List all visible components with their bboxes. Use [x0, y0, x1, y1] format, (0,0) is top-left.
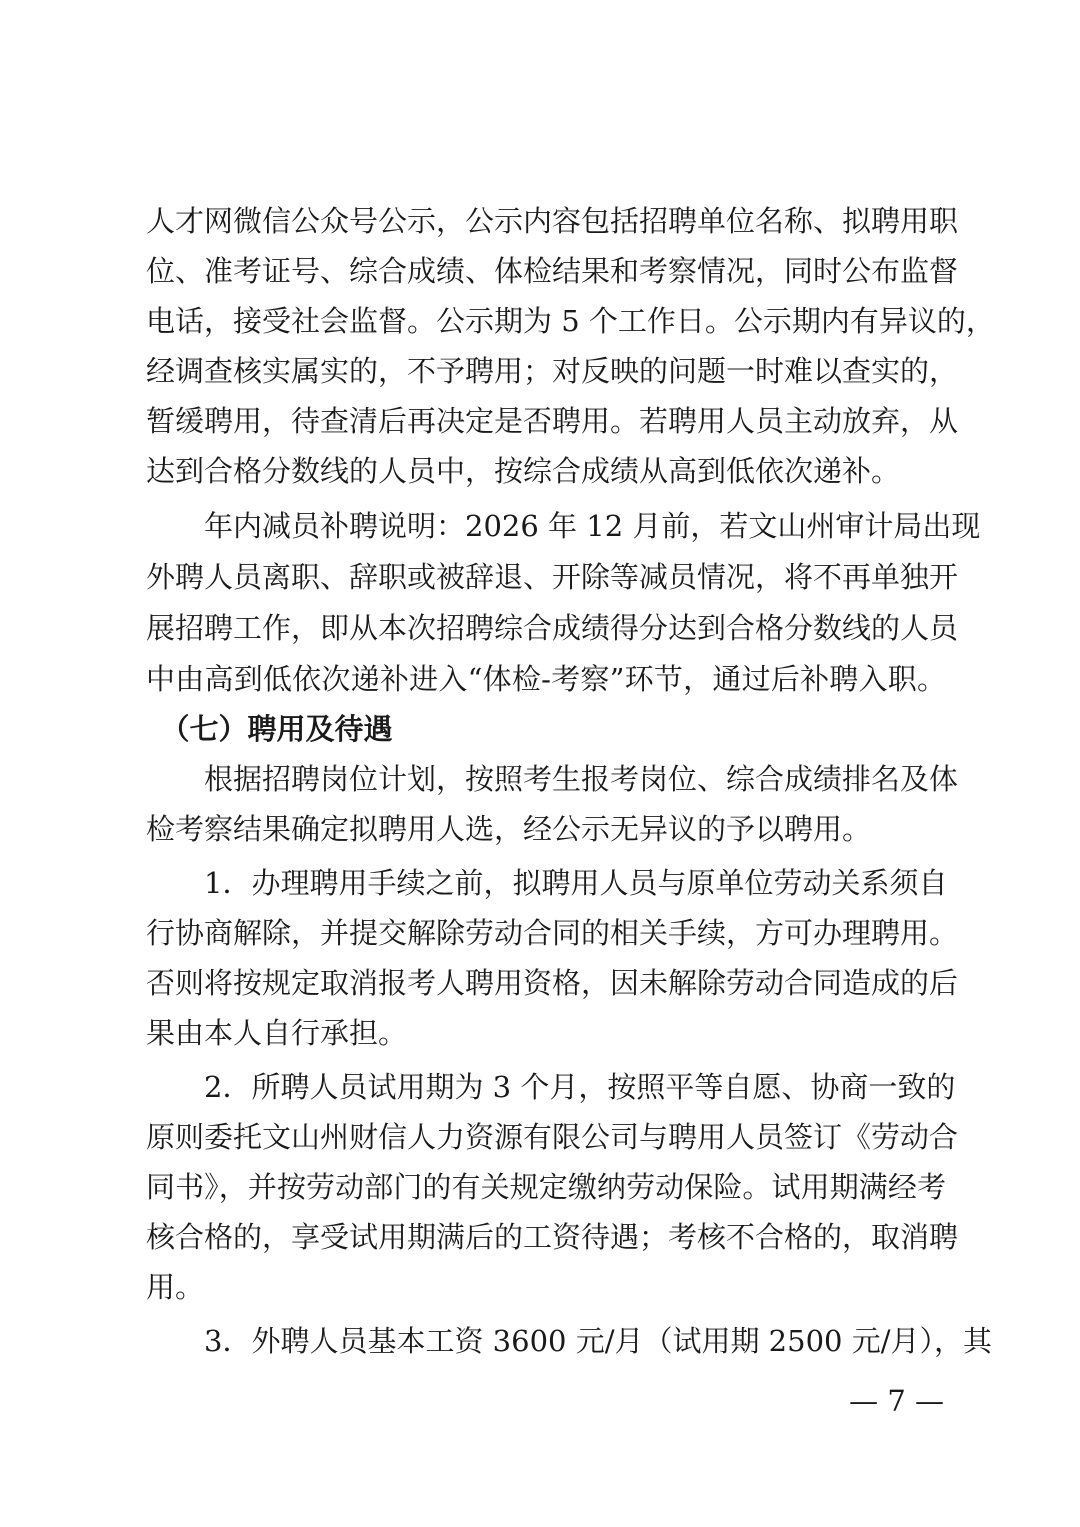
body-text-line: 展招聘工作，即从本次招聘综合成绩得分达到合格分数线的人员: [146, 611, 959, 645]
body-text-line: 外聘人员离职、辞职或被辞退、开除等减员情况，将不再单独开: [146, 560, 959, 594]
body-text-line: 暂缓聘用，待查清后再决定是否聘用。若聘用人员主动放弃，从: [146, 404, 959, 438]
body-text-line: 经调查核实属实的，不予聘用；对反映的问题一时难以查实的，: [146, 354, 959, 388]
body-text-line: 2．所聘人员试用期为 3 个月，按照平等自愿、协商一致的: [146, 1070, 956, 1104]
body-text-line: 人才网微信公众号公示，公示内容包括招聘单位名称、拟聘用职: [146, 204, 959, 238]
body-text-line: 原则委托文山州财信人力资源有限公司与聘用人员签订《劳动合: [146, 1120, 959, 1154]
page-number: — 7 —: [849, 1384, 944, 1418]
body-text-line: 1．办理聘用手续之前，拟聘用人员与原单位劳动关系须自: [146, 866, 948, 900]
body-text-line: 行协商解除，并提交解除劳动合同的相关手续，方可办理聘用。: [146, 916, 959, 950]
body-text-line: 核合格的，享受试用期满后的工资待遇；考核不合格的，取消聘: [146, 1220, 959, 1254]
body-text-line: 检考察结果确定拟聘用人选，经公示无异议的予以聘用。: [146, 812, 872, 846]
section-heading: （七）聘用及待遇: [146, 712, 393, 746]
body-text-line: 否则将按规定取消报考人聘用资格，因未解除劳动合同造成的后: [146, 966, 959, 1000]
body-text-line: 中由高到低依次递补进入“体检-考察”环节，通过后补聘入职。: [146, 662, 946, 696]
body-text-line: 位、准考证号、综合成绩、体检结果和考察情况，同时公布监督: [146, 254, 959, 288]
body-text-line: 3．外聘人员基本工资 3600 元/月（试用期 2500 元/月），其: [146, 1324, 992, 1358]
body-text-line: 同书》，并按劳动部门的有关规定缴纳劳动保险。试用期满经考: [146, 1170, 946, 1204]
body-text-line: 电话，接受社会监督。公示期为 5 个工作日。公示期内有异议的，: [146, 304, 995, 338]
body-text-line: 用。: [146, 1270, 205, 1304]
body-text-line: 年内减员补聘说明：2026 年 12 月前，若文山州审计局出现: [146, 509, 981, 543]
body-text-line: 果由本人自行承担。: [146, 1016, 408, 1050]
body-text-line: 根据招聘岗位计划，按照考生报考岗位、综合成绩排名及体: [146, 762, 959, 796]
body-text-line: 达到合格分数线的人员中，按综合成绩从高到低依次递补。: [146, 454, 901, 488]
